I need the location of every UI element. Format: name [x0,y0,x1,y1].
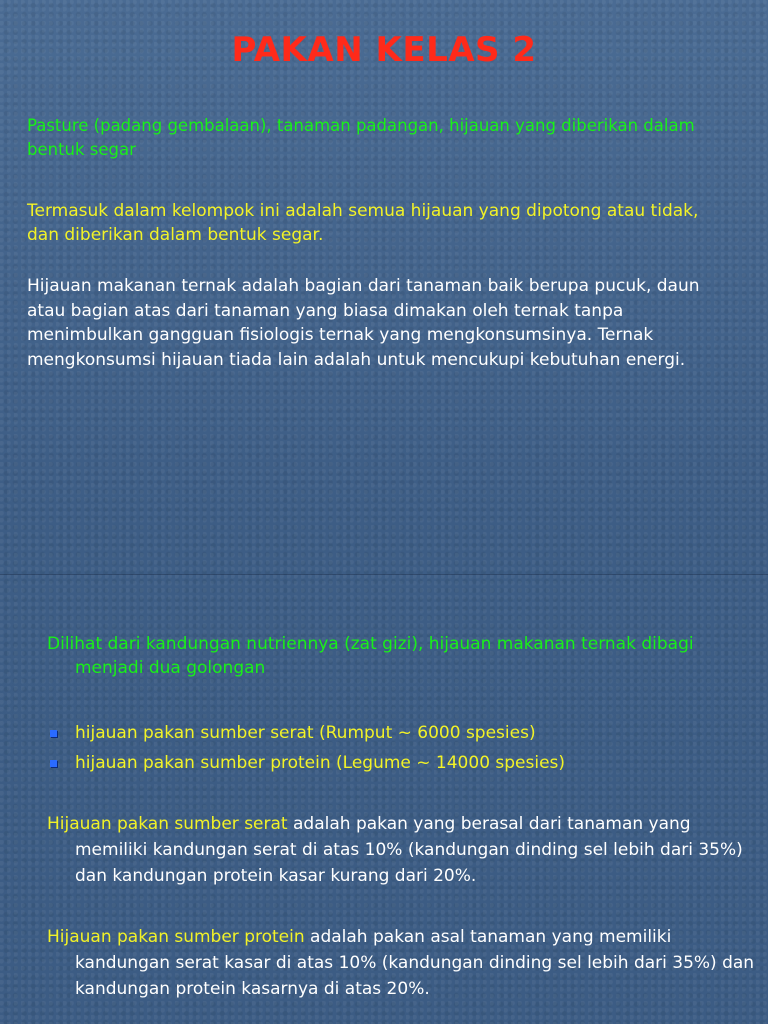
classification-intro: Dilihat dari kandungan nutriennya (zat gizi), hijauan makanan ternak dibagi menjadi dua golongan [47,634,694,678]
protein-term: Hijauan pakan sumber protein [47,927,305,947]
slide-title: PAKAN KELAS 2 [231,30,537,70]
list-item-text: hijauan pakan sumber protein (Legume ~ 14000 spesies) [75,753,566,773]
fiber-text: adalah pakan yang berasal dari tanaman yang memiliki kandungan serat di atas 10% (kandungan dinding sel lebih dari 35%) dan kandungan protein kasar kurang dari 20%. [75,814,743,886]
protein-forage-definition [47,924,755,1002]
square-bullet-icon [50,730,57,737]
list-item [47,748,565,778]
list-item [47,718,565,748]
fiber-term: Hijauan pakan sumber serat [47,814,288,834]
scope-paragraph: Termasuk dalam kelompok ini adalah semua hijauan yang dipotong atau tidak, dan diberikan dalam bentuk segar. [27,201,699,245]
forage-description: Hijauan makanan ternak adalah bagian dari tanaman baik berupa pucuk, daun atau bagian atas dari tanaman yang biasa dimakan oleh ternak tanpa menimbulkan gangguan fisiologis ternak yang mengkonsumsinya. Ternak mengkonsumsi hijauan tiada lain adalah untuk mencukupi kebutuhan energi. [27,276,700,370]
pasture-definition: Pasture (padang gembalaan), tanaman padangan, hijauan yang diberikan dalam bentuk segar [27,116,695,159]
fiber-forage-definition [47,811,755,889]
protein-text: adalah pakan asal tanaman yang memiliki kandungan serat kasar di atas 10% (kandungan dinding sel lebih dari 35%) dan kandungan protein kasarnya di atas 20%. [75,927,755,999]
square-bullet-icon [50,760,57,767]
list-item-text: hijauan pakan sumber serat (Rumput ~ 6000 spesies) [75,723,536,743]
forage-types-list [47,718,565,778]
